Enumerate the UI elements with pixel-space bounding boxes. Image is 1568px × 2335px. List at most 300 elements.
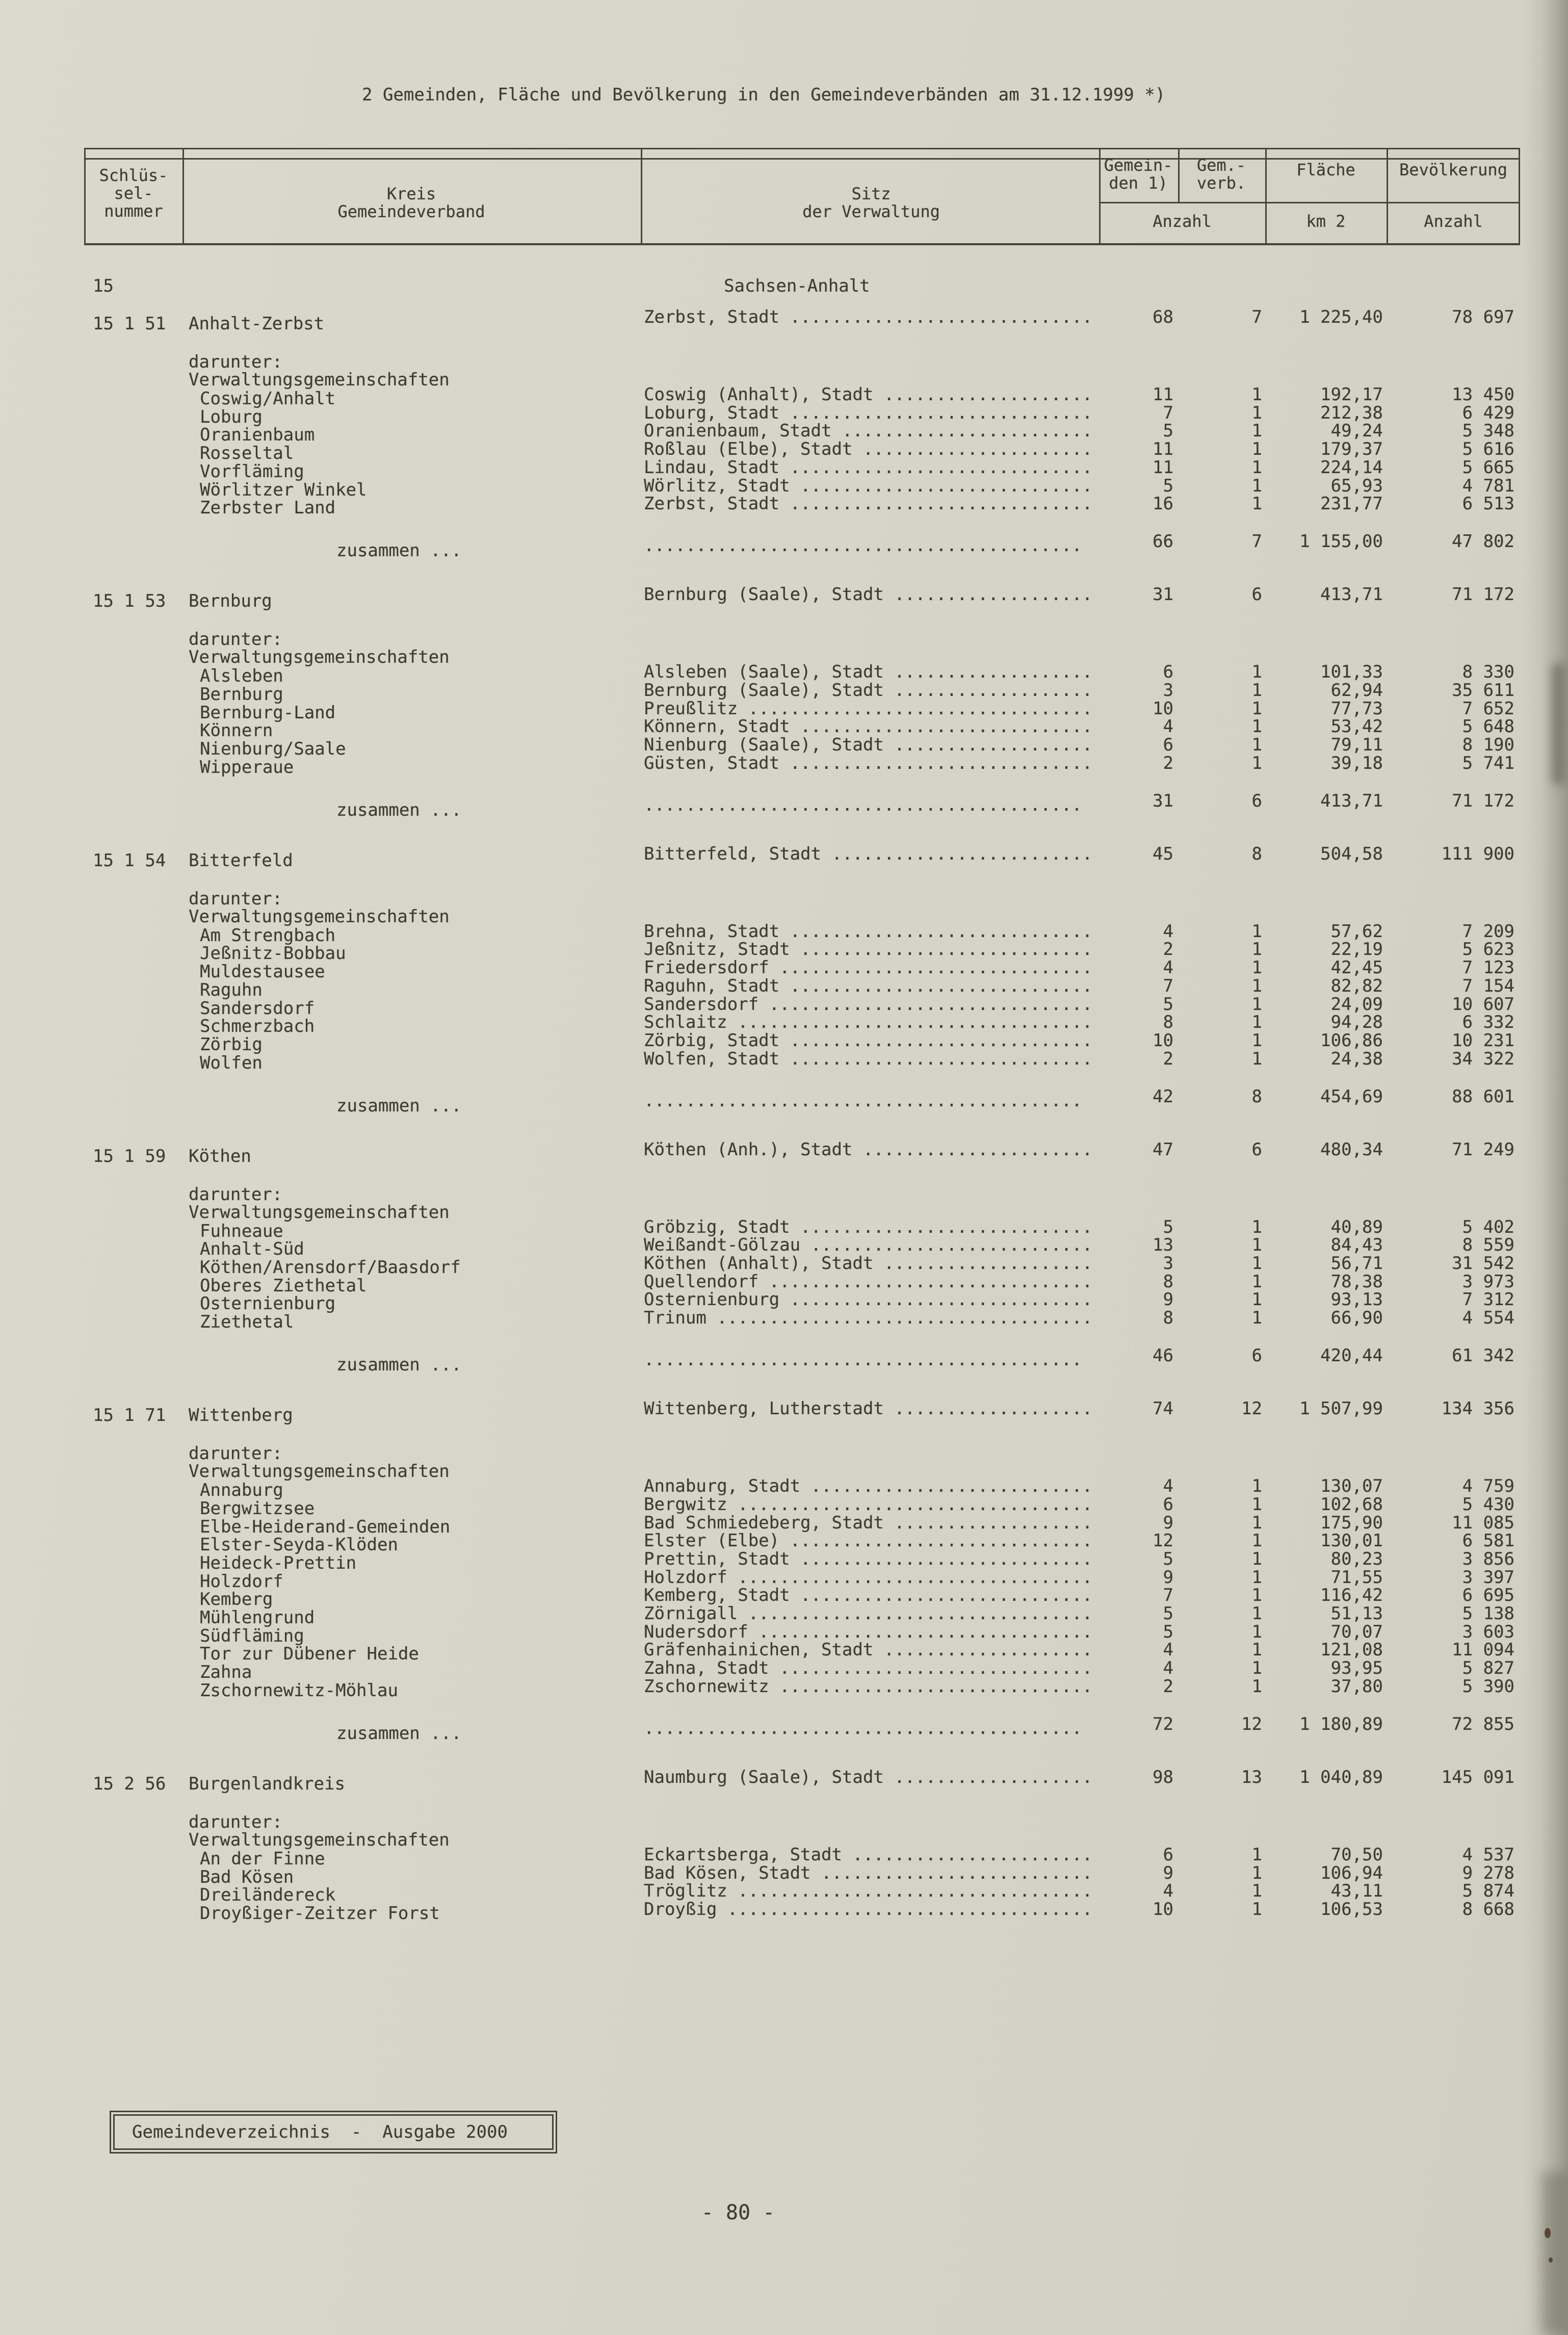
cell-flaeche: 70,07 [1330, 1622, 1383, 1642]
cell-flaeche: 37,80 [1330, 1676, 1383, 1697]
vg-group-label: Verwaltungsgemeinschaften [189, 647, 450, 667]
cell-gemeinden: 8 [1163, 1012, 1173, 1032]
vg-sitz [644, 1863, 1092, 1883]
cell-flaeche: 212,38 [1320, 403, 1383, 423]
vg-name: Bernburg-Land [200, 703, 336, 723]
vg-group-label: Verwaltungsgemeinschaften [189, 370, 450, 390]
cell-gemverb: 1 [1251, 1881, 1262, 1901]
cell-gemeinden: 11 [1153, 384, 1173, 405]
vg-sitz-text: Könnern, Stadt [644, 716, 790, 737]
vg-name: Heideck-Prettin [200, 1553, 357, 1573]
vg-sitz-text: Oranienbaum, Stadt [644, 421, 832, 441]
dot-leader: ............................. [779, 403, 1093, 423]
dot-leader: ........................ [831, 421, 1093, 441]
cell-gemeinden: 7 [1163, 976, 1173, 996]
cell-bevoelkerung: 7 123 [1462, 957, 1514, 978]
cell-flaeche: 56,71 [1330, 1253, 1383, 1274]
cell-gemverb: 1 [1251, 976, 1262, 996]
section-sitz [644, 584, 1092, 605]
cell-gemeinden: 68 [1153, 307, 1173, 327]
vg-sitz [644, 1235, 1092, 1255]
cell-gemeinden: 5 [1163, 421, 1173, 441]
cell-bevoelkerung: 71 172 [1452, 791, 1514, 811]
vg-sitz [644, 1030, 1092, 1051]
vg-sitz [644, 457, 1092, 478]
header-key-line1: Schlüs- [99, 166, 168, 185]
cell-bevoelkerung: 35 611 [1452, 680, 1514, 700]
cell-gemeinden: 47 [1153, 1139, 1173, 1160]
darunter-label: darunter: [189, 1443, 283, 1464]
cell-gemeinden: 9 [1163, 1513, 1173, 1533]
vg-name: Zahna [200, 1662, 252, 1682]
vg-sitz-text: Zahna, Stadt [644, 1658, 769, 1678]
vg-sitz [644, 1308, 1092, 1328]
vg-name: Osternienburg [200, 1293, 336, 1314]
cell-gemeinden: 3 [1163, 680, 1173, 700]
cell-bevoelkerung: 5 623 [1462, 939, 1514, 959]
vg-name: Köthen/Arensdorf/Baasdorf [200, 1257, 461, 1278]
dot-leader: ................................... [717, 1899, 1093, 1919]
cell-gemeinden: 6 [1163, 1494, 1173, 1515]
cell-bevoelkerung: 3 603 [1462, 1622, 1514, 1642]
cell-flaeche: 39,18 [1330, 753, 1383, 773]
vg-sitz-text: Bad Schmiedeberg, Stadt [644, 1513, 884, 1533]
vg-sitz-text: Jeßnitz, Stadt [644, 939, 790, 959]
vg-sitz-text: Droyßig [644, 1899, 717, 1919]
cell-gemverb: 1 [1251, 1217, 1262, 1237]
section-sitz-text: Naumburg (Saale), Stadt [644, 1767, 884, 1787]
cell-bevoelkerung: 71 172 [1452, 584, 1514, 605]
cell-flaeche: 1 040,89 [1299, 1767, 1383, 1787]
darunter-label: darunter: [189, 352, 283, 372]
vg-name: Tor zur Dübener Heide [200, 1644, 419, 1664]
vg-sitz [644, 1658, 1092, 1678]
vg-group-label: Verwaltungsgemeinschaften [189, 1830, 450, 1850]
cell-bevoelkerung: 3 973 [1462, 1272, 1514, 1292]
cell-flaeche: 130,07 [1320, 1476, 1383, 1496]
section-kreis: Bernburg [189, 591, 272, 611]
zusammen-label: zusammen ... [336, 540, 462, 561]
vg-sitz-text: Bernburg (Saale), Stadt [644, 680, 884, 700]
cell-gemeinden: 11 [1153, 439, 1173, 459]
vg-sitz [644, 1513, 1092, 1533]
cell-bevoelkerung: 4 537 [1462, 1845, 1514, 1865]
vg-sitz-text: Tröglitz [644, 1881, 727, 1901]
vg-sitz-text: Gröbzig, Stadt [644, 1217, 790, 1237]
vg-name: Schmerzbach [200, 1016, 315, 1036]
cell-bevoelkerung: 31 542 [1452, 1253, 1514, 1274]
section-code: 15 1 51 [93, 314, 166, 334]
cell-gemverb: 1 [1251, 1603, 1262, 1624]
cell-gemeinden: 9 [1163, 1289, 1173, 1310]
vg-name: Fuhneaue [200, 1221, 283, 1241]
vg-group-label: Verwaltungsgemeinschaften [189, 906, 450, 927]
zusammen-label: zusammen ... [336, 1096, 462, 1116]
cell-flaeche: 179,37 [1320, 439, 1383, 459]
vg-name: Nienburg/Saale [200, 739, 346, 759]
cell-gemverb: 1 [1251, 680, 1262, 700]
vg-name: Am Strengbach [200, 925, 336, 946]
section-sitz-text: Köthen (Anh.), Stadt [644, 1139, 853, 1160]
cell-bevoelkerung: 8 559 [1462, 1235, 1514, 1255]
vg-name: Loburg [200, 407, 263, 427]
vg-name: Wipperaue [200, 757, 294, 777]
vg-sitz [644, 1622, 1092, 1642]
cell-flaeche: 51,13 [1330, 1603, 1383, 1624]
dot-leader: ............................. [779, 457, 1093, 478]
cell-gemverb: 1 [1251, 1567, 1262, 1588]
cell-gemeinden: 31 [1153, 584, 1173, 605]
dot-leader: ........................... [800, 1235, 1093, 1255]
cell-gemverb: 1 [1251, 384, 1262, 405]
cell-flaeche: 65,93 [1330, 476, 1383, 496]
vg-sitz [644, 1881, 1092, 1901]
cell-flaeche: 1 507,99 [1299, 1398, 1383, 1419]
paper-speck [1549, 2258, 1553, 2263]
zusammen-dots: .......................................... [644, 535, 1082, 556]
dot-leader: ............................. [779, 307, 1093, 327]
vg-sitz-text: Loburg, Stadt [644, 403, 780, 423]
cell-gemeinden: 5 [1163, 994, 1173, 1015]
vg-group-label: Verwaltungsgemeinschaften [189, 1461, 450, 1482]
section-kreis: Wittenberg [189, 1405, 293, 1425]
vg-sitz-text: Zörnigall [644, 1603, 738, 1624]
cell-flaeche: 102,68 [1320, 1494, 1383, 1515]
cell-bevoelkerung: 3 397 [1462, 1567, 1514, 1588]
vg-name: Ziethetal [200, 1312, 294, 1332]
cell-gemverb: 1 [1251, 1549, 1262, 1569]
dot-leader: ......................... [821, 844, 1093, 864]
cell-bevoelkerung: 47 802 [1452, 531, 1514, 552]
cell-flaeche: 80,23 [1330, 1549, 1383, 1569]
cell-bevoelkerung: 8 190 [1462, 735, 1514, 755]
cell-gemverb: 1 [1251, 439, 1262, 459]
cell-bevoelkerung: 5 430 [1462, 1494, 1514, 1515]
dot-leader: ................... [883, 1767, 1093, 1787]
cell-flaeche: 101,33 [1320, 662, 1383, 682]
header-bevoelkerung: Bevölkerung [1399, 160, 1507, 179]
cell-gemeinden: 3 [1163, 1253, 1173, 1274]
cell-gemeinden: 5 [1163, 1622, 1173, 1642]
cell-gemeinden: 4 [1163, 957, 1173, 978]
cell-gemverb: 1 [1251, 1676, 1262, 1697]
zusammen-dots: .......................................... [644, 795, 1082, 815]
vg-sitz-text: Friedersdorf [644, 957, 769, 978]
vg-name: Rosseltal [200, 443, 294, 463]
dot-leader: ................................. [738, 1603, 1093, 1624]
cell-bevoelkerung: 72 855 [1452, 1714, 1514, 1734]
vg-name: Coswig/Anhalt [200, 388, 336, 409]
cell-bevoelkerung: 5 616 [1462, 439, 1514, 459]
section-code: 15 1 59 [93, 1146, 166, 1166]
cell-gemeinden: 4 [1163, 1476, 1173, 1496]
vg-sitz [644, 1676, 1092, 1697]
cell-gemverb: 1 [1251, 1476, 1262, 1496]
cell-flaeche: 413,71 [1320, 584, 1383, 605]
cell-flaeche: 231,77 [1320, 494, 1383, 514]
dot-leader: ....................... [842, 1845, 1093, 1865]
vg-sitz [644, 698, 1092, 719]
vg-sitz-text: Osternienburg [644, 1289, 780, 1310]
vg-name: Bernburg [200, 684, 283, 705]
dot-leader: ............................. [779, 1530, 1093, 1551]
cell-gemverb: 7 [1251, 307, 1262, 327]
cell-gemeinden: 8 [1163, 1272, 1173, 1292]
dot-leader: ............................ [790, 1549, 1093, 1569]
cell-flaeche: 454,69 [1320, 1086, 1383, 1107]
vg-sitz [644, 1603, 1092, 1624]
vg-sitz-text: Nienburg (Saale), Stadt [644, 735, 884, 755]
vg-sitz-text: Holzdorf [644, 1567, 727, 1588]
header-vline-flaeche [1387, 148, 1388, 245]
header-rule-top-inner [84, 158, 1520, 160]
header-gemverb-line2: verb. [1196, 173, 1246, 193]
cell-gemverb: 6 [1251, 791, 1262, 811]
cell-flaeche: 82,82 [1330, 976, 1383, 996]
edition-box-label: Gemeindeverzeichnis - Ausgabe 2000 [132, 2122, 508, 2142]
page-edge-bottom-shadow [1540, 2172, 1568, 2335]
cell-bevoelkerung: 145 091 [1441, 1767, 1514, 1787]
dot-leader: .......................... [811, 1863, 1093, 1883]
cell-gemverb: 1 [1251, 476, 1262, 496]
cell-bevoelkerung: 61 342 [1452, 1345, 1514, 1366]
vg-sitz [644, 494, 1092, 514]
cell-gemeinden: 72 [1153, 1714, 1173, 1734]
vg-sitz [644, 1049, 1092, 1069]
vg-sitz-text: Schlaitz [644, 1012, 727, 1032]
cell-gemeinden: 8 [1163, 1308, 1173, 1328]
cell-gemverb: 1 [1251, 1899, 1262, 1919]
header-rule-top-outer [84, 148, 1520, 149]
dot-leader: .................... [873, 1253, 1093, 1274]
vg-name: Wörlitzer Winkel [200, 480, 367, 500]
darunter-label: darunter: [189, 629, 283, 650]
dot-leader: ........................... [800, 1476, 1093, 1496]
section-sitz-text: Wittenberg, Lutherstadt [644, 1398, 884, 1419]
section-sitz [644, 844, 1092, 864]
section-code: 15 1 54 [93, 850, 166, 871]
cell-bevoelkerung: 5 665 [1462, 457, 1514, 478]
edition-box [110, 2111, 557, 2154]
vg-name: Droyßiger-Zeitzer Forst [200, 1903, 440, 1924]
vg-name: Könnern [200, 720, 273, 741]
cell-gemeinden: 2 [1163, 1676, 1173, 1697]
section-sitz-text: Zerbst, Stadt [644, 307, 780, 327]
cell-flaeche: 24,09 [1330, 994, 1383, 1015]
cell-gemverb: 1 [1251, 1513, 1262, 1533]
header-gemverb-line1: Gem.- [1196, 155, 1246, 175]
dot-leader: ............................. [779, 976, 1093, 996]
header-key-line3: nummer [104, 201, 163, 221]
cell-gemverb: 1 [1251, 1845, 1262, 1865]
dot-leader: ............................. [779, 1049, 1093, 1069]
vg-sitz [644, 716, 1092, 737]
vg-name: Südfläming [200, 1626, 304, 1646]
cell-gemeinden: 98 [1153, 1767, 1173, 1787]
section-sitz [644, 1767, 1092, 1787]
cell-bevoelkerung: 6 332 [1462, 1012, 1514, 1032]
header-gemeinden-line1: Gemein- [1104, 155, 1173, 175]
vg-sitz-text: Lindau, Stadt [644, 457, 780, 478]
vg-sitz-text: Nudersdorf [644, 1622, 748, 1642]
cell-flaeche: 77,73 [1330, 698, 1383, 719]
dot-leader: ............................ [790, 476, 1093, 496]
vg-sitz [644, 994, 1092, 1015]
vg-sitz [644, 1845, 1092, 1865]
paper-speck [1545, 2228, 1551, 2238]
vg-sitz [644, 1253, 1092, 1274]
cell-gemverb: 1 [1251, 1235, 1262, 1255]
cell-flaeche: 79,11 [1330, 735, 1383, 755]
vg-name: Kemberg [200, 1589, 273, 1610]
vg-sitz-text: Wörlitz, Stadt [644, 476, 790, 496]
cell-flaeche: 1 155,00 [1299, 531, 1383, 552]
state-code: 15 [93, 276, 114, 296]
page-edge-blotch [1552, 663, 1565, 785]
cell-gemeinden: 10 [1153, 698, 1173, 719]
vg-sitz-text: Bergwitz [644, 1494, 727, 1515]
vg-sitz-text: Prettin, Stadt [644, 1549, 790, 1569]
vg-sitz [644, 957, 1092, 978]
zusammen-dots: .......................................... [644, 1091, 1082, 1111]
page-edge-shadow [1522, 0, 1568, 2335]
vg-name: Zörbig [200, 1034, 263, 1055]
cell-flaeche: 420,44 [1320, 1345, 1383, 1366]
vg-sitz-text: Preußlitz [644, 698, 738, 719]
vg-name: Mühlengrund [200, 1607, 315, 1628]
cell-bevoelkerung: 4 554 [1462, 1308, 1514, 1328]
vg-sitz-text: Zschornewitz [644, 1676, 769, 1697]
header-vline-left [84, 148, 86, 245]
zusammen-dots: .......................................... [644, 1718, 1082, 1739]
vg-name: Zerbster Land [200, 498, 336, 518]
vg-name: Dreiländereck [200, 1885, 336, 1905]
cell-gemverb: 1 [1251, 403, 1262, 423]
cell-bevoelkerung: 34 322 [1452, 1049, 1514, 1069]
cell-gemverb: 6 [1251, 1139, 1262, 1160]
page-title: 2 Gemeinden, Fläche und Bevölkerung in den Gemeindeverbänden am 31.12.1999 *) [362, 85, 1166, 105]
vg-sitz-text: Raguhn, Stadt [644, 976, 780, 996]
cell-gemeinden: 2 [1163, 1049, 1173, 1069]
page-number: - 80 - [701, 2201, 775, 2224]
dot-leader: ............................. [779, 753, 1093, 773]
cell-gemverb: 1 [1251, 735, 1262, 755]
header-gemeinden-line2: den 1) [1109, 173, 1168, 193]
cell-bevoelkerung: 13 450 [1452, 384, 1514, 405]
cell-flaeche: 70,50 [1330, 1845, 1383, 1865]
cell-flaeche: 192,17 [1320, 384, 1383, 405]
cell-gemverb: 1 [1251, 1585, 1262, 1605]
cell-gemverb: 6 [1251, 584, 1262, 605]
vg-sitz [644, 1567, 1092, 1588]
cell-gemverb: 1 [1251, 457, 1262, 478]
cell-flaeche: 43,11 [1330, 1881, 1383, 1901]
cell-flaeche: 93,13 [1330, 1289, 1383, 1310]
vg-sitz [644, 1217, 1092, 1237]
vg-sitz [644, 662, 1092, 682]
vg-sitz [644, 1899, 1092, 1919]
cell-flaeche: 49,24 [1330, 421, 1383, 441]
vg-sitz [644, 1476, 1092, 1496]
cell-bevoelkerung: 4 781 [1462, 476, 1514, 496]
dot-leader: ................... [883, 1513, 1093, 1533]
cell-bevoelkerung: 5 390 [1462, 1676, 1514, 1697]
cell-gemeinden: 6 [1163, 1845, 1173, 1865]
cell-gemverb: 1 [1251, 1530, 1262, 1551]
dot-leader: ............................... [759, 994, 1093, 1015]
cell-flaeche: 84,43 [1330, 1235, 1383, 1255]
cell-flaeche: 57,62 [1330, 921, 1383, 942]
cell-flaeche: 106,94 [1320, 1863, 1383, 1883]
cell-flaeche: 106,53 [1320, 1899, 1383, 1919]
cell-gemeinden: 4 [1163, 1640, 1173, 1660]
cell-gemeinden: 5 [1163, 1603, 1173, 1624]
cell-gemeinden: 2 [1163, 753, 1173, 773]
cell-gemeinden: 10 [1153, 1899, 1173, 1919]
vg-sitz [644, 976, 1092, 996]
dot-leader: ............................ [790, 716, 1093, 737]
cell-flaeche: 1 180,89 [1299, 1714, 1383, 1734]
vg-name: Bad Kösen [200, 1867, 294, 1887]
cell-gemverb: 1 [1251, 1289, 1262, 1310]
vg-sitz-text: Alsleben (Saale), Stadt [644, 662, 884, 682]
vg-name: Elster-Seyda-Klöden [200, 1535, 398, 1555]
dot-leader: ............................... [759, 1272, 1093, 1292]
cell-gemverb: 8 [1251, 844, 1262, 864]
cell-gemeinden: 13 [1153, 1235, 1173, 1255]
cell-gemverb: 1 [1251, 939, 1262, 959]
cell-bevoelkerung: 9 278 [1462, 1863, 1514, 1883]
vg-sitz [644, 921, 1092, 942]
cell-flaeche: 71,55 [1330, 1567, 1383, 1588]
cell-bevoelkerung: 71 249 [1452, 1139, 1514, 1160]
cell-bevoelkerung: 3 856 [1462, 1549, 1514, 1569]
cell-flaeche: 175,90 [1320, 1513, 1383, 1533]
zusammen-label: zusammen ... [336, 800, 462, 820]
vg-sitz-text: Zerbst, Stadt [644, 494, 780, 514]
vg-sitz [644, 680, 1092, 700]
cell-flaeche: 62,94 [1330, 680, 1383, 700]
vg-sitz-text: Roßlau (Elbe), Stadt [644, 439, 853, 459]
zusammen-label: zusammen ... [336, 1355, 462, 1375]
header-vline-kreis [641, 148, 642, 245]
section-kreis: Köthen [189, 1146, 251, 1166]
cell-gemverb: 1 [1251, 1308, 1262, 1328]
cell-bevoelkerung: 10 231 [1452, 1030, 1514, 1051]
header-vline-gemeinden [1178, 148, 1180, 203]
cell-bevoelkerung: 5 348 [1462, 421, 1514, 441]
vg-sitz [644, 735, 1092, 755]
dot-leader: .................... [873, 1640, 1093, 1660]
cell-gemeinden: 16 [1153, 494, 1173, 514]
cell-bevoelkerung: 5 874 [1462, 1881, 1514, 1901]
header-flaeche: Fläche [1296, 160, 1355, 179]
vg-sitz-text: Trinum [644, 1308, 707, 1328]
cell-gemverb: 1 [1251, 753, 1262, 773]
cell-gemverb: 1 [1251, 1494, 1262, 1515]
cell-bevoelkerung: 10 607 [1452, 994, 1514, 1015]
zusammen-label: zusammen ... [336, 1723, 462, 1744]
section-sitz [644, 307, 1092, 327]
cell-flaeche: 413,71 [1320, 791, 1383, 811]
vg-name: Oberes Ziethetal [200, 1276, 367, 1296]
cell-bevoelkerung: 134 356 [1441, 1398, 1514, 1419]
cell-gemeinden: 4 [1163, 921, 1173, 942]
dot-leader: ...................... [852, 439, 1093, 459]
section-sitz [644, 1398, 1092, 1419]
vg-name: Annaburg [200, 1480, 283, 1500]
cell-gemeinden: 45 [1153, 844, 1173, 864]
